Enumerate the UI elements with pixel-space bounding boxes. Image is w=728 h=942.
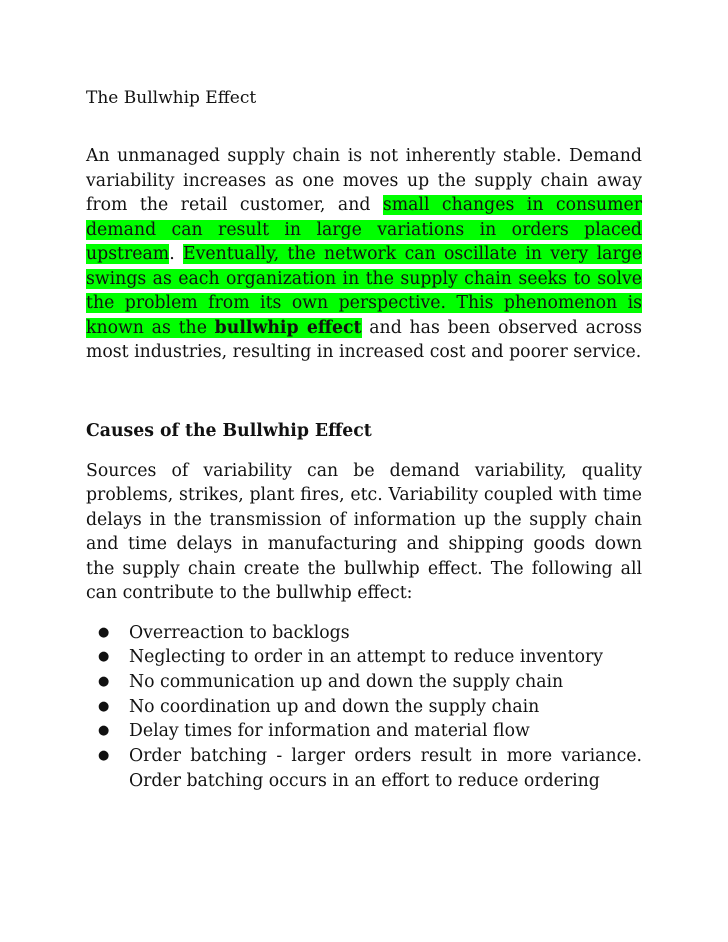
document-title: The Bullwhip Effect xyxy=(86,88,257,108)
bullet-icon: ● xyxy=(98,748,110,764)
causes-intro-paragraph: Sources of variability can be demand variability, quality problems, strikes, plant fires, etc. Variability coupled with time delays in the transmission of information up the supply chain and time delays in manufacturing and shipping goods down the supply chain create the bullwhip effect. The following all can contribute to the bullwhip effect: xyxy=(86,460,642,603)
list-item-text: Neglecting to order in an attempt to reduce inventory xyxy=(129,647,604,668)
highlighted-text-1: small changes in consumer demand can result in large variations in orders placed upstream xyxy=(86,195,643,264)
causes-list xyxy=(86,621,642,794)
bullet-icon: ● xyxy=(98,624,110,640)
bullet-icon: ● xyxy=(98,723,110,739)
list-item xyxy=(86,645,642,670)
bullwhip-effect-term: bullwhip effect xyxy=(214,317,362,338)
highlight-gap: . xyxy=(169,244,183,264)
intro-text-start: An unmanaged supply chain is not inherently stable. Demand variability increases as one moves up the supply chain away from the retail customer, and xyxy=(86,146,642,215)
list-item xyxy=(86,621,642,646)
highlighted-text-2-body: Eventually, the network can oscillate in very large swings as each organization in the supply chain seeks to solve the problem from its own perspective. This phenomenon is known as the xyxy=(86,244,642,338)
list-item xyxy=(86,744,642,793)
bullet-icon: ● xyxy=(98,698,110,714)
list-item-text: Order batching - larger orders result in more variance. Order batching occurs in an effort to reduce ordering xyxy=(129,746,642,791)
list-item xyxy=(86,695,642,720)
list-item-text: No communication up and down the supply chain xyxy=(129,671,564,692)
causes-heading: Causes of the Bullwhip Effect xyxy=(86,420,372,441)
list-item xyxy=(86,670,642,695)
list-item-text: Delay times for information and material flow xyxy=(129,721,530,742)
list-item xyxy=(86,719,642,744)
bullet-icon: ● xyxy=(98,673,110,689)
intro-paragraph xyxy=(86,144,642,365)
intro-text-end: and has been observed across most industries, resulting in increased cost and poorer service. xyxy=(86,317,642,362)
list-item-text: No coordination up and down the supply chain xyxy=(129,696,540,717)
bullet-icon: ● xyxy=(98,649,110,665)
list-item-text: Overreaction to backlogs xyxy=(129,622,350,643)
